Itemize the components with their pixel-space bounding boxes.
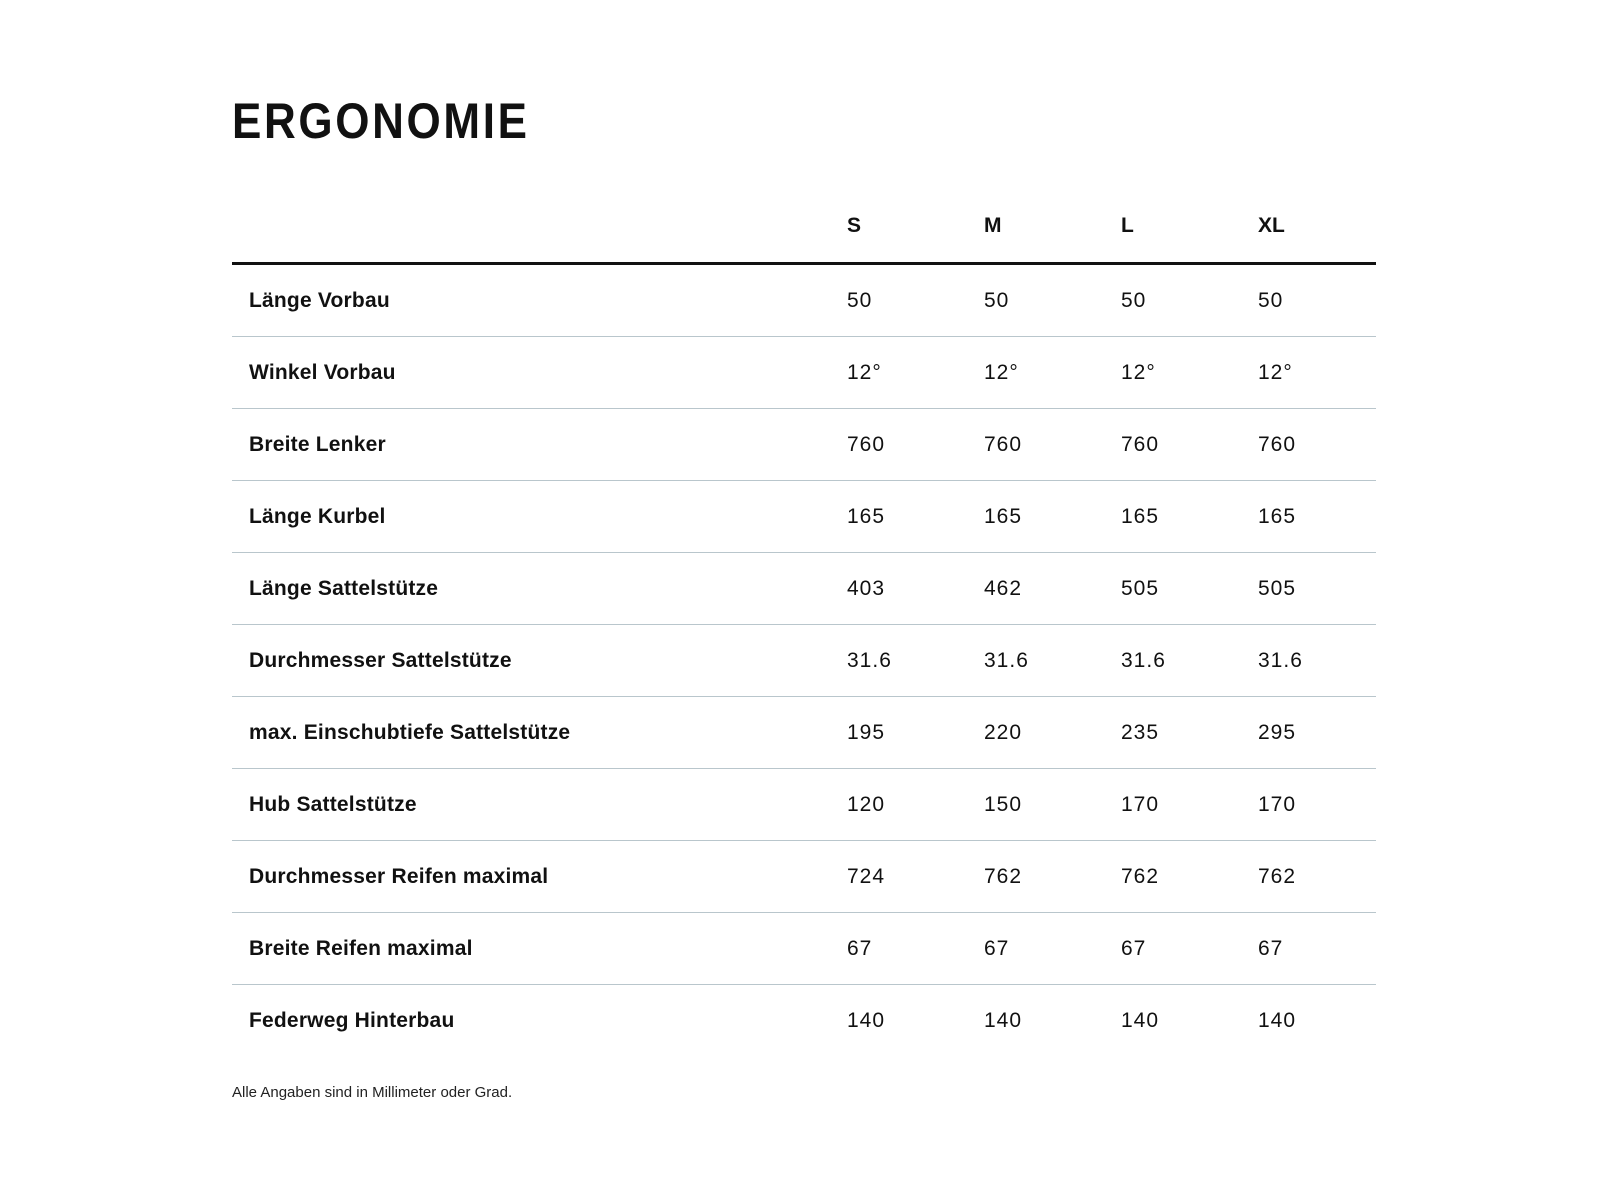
cell-value: 67 — [1258, 913, 1376, 985]
cell-value: 505 — [1258, 553, 1376, 625]
cell-value: 762 — [1258, 841, 1376, 913]
row-label: Winkel Vorbau — [232, 337, 847, 409]
cell-value: 760 — [1258, 409, 1376, 481]
table-row — [232, 264, 1376, 337]
cell-value: 50 — [847, 264, 984, 337]
cell-value: 12° — [1258, 337, 1376, 409]
cell-value: 760 — [984, 409, 1121, 481]
table-row — [232, 481, 1376, 553]
cell-value: 12° — [984, 337, 1121, 409]
cell-value: 170 — [1258, 769, 1376, 841]
column-header-m: M — [984, 190, 1121, 264]
row-label: max. Einschubtiefe Sattelstütze — [232, 697, 847, 769]
cell-value: 140 — [847, 1008, 886, 1032]
column-header-s: S — [847, 190, 984, 264]
table-row — [232, 913, 1376, 985]
table-row — [232, 697, 1376, 769]
row-label: Durchmesser Reifen maximal — [232, 841, 847, 913]
table-row — [232, 553, 1376, 625]
cell-value: 140 — [984, 1008, 1023, 1032]
row-label: Hub Sattelstütze — [232, 769, 847, 841]
cell-value: 762 — [1121, 841, 1258, 913]
row-label: Länge Vorbau — [232, 264, 847, 337]
cell-value: 31.6 — [847, 625, 984, 697]
cell-value: 31.6 — [1258, 625, 1376, 697]
row-label: Federweg Hinterbau — [249, 1008, 455, 1032]
cell-value: 67 — [847, 913, 984, 985]
page-title: ERGONOMIE — [232, 93, 530, 149]
cell-value: 150 — [984, 769, 1121, 841]
table-row — [232, 409, 1376, 481]
cell-value: 12° — [1121, 337, 1258, 409]
table-row — [232, 625, 1376, 697]
table-body — [232, 264, 1376, 1057]
cell-value: 235 — [1121, 697, 1258, 769]
cell-value: 31.6 — [1121, 625, 1258, 697]
cell-value: 505 — [1121, 553, 1258, 625]
cell-value: 165 — [984, 481, 1121, 553]
cell-value: 762 — [984, 841, 1121, 913]
cell-value: 220 — [984, 697, 1121, 769]
cell-value: 50 — [1258, 264, 1376, 337]
cell-value: 12° — [847, 337, 984, 409]
cell-value: 170 — [1121, 769, 1258, 841]
row-label: Breite Lenker — [232, 409, 847, 481]
cell-value: 50 — [1121, 264, 1258, 337]
column-header-xl: XL — [1258, 190, 1376, 264]
cell-value: 165 — [847, 481, 984, 553]
header-label-cell — [232, 190, 847, 264]
row-label: Breite Reifen maximal — [232, 913, 847, 985]
table-header — [232, 190, 1376, 264]
header-row — [232, 190, 1376, 264]
cell-value: 120 — [847, 769, 984, 841]
cell-value: 140 — [1121, 1008, 1160, 1032]
table-row — [232, 841, 1376, 913]
column-header-l: L — [1121, 190, 1258, 264]
cell-value: 165 — [1258, 481, 1376, 553]
cell-value: 403 — [847, 553, 984, 625]
footnote: Alle Angaben sind in Millimeter oder Grad. — [232, 1084, 513, 1101]
cell-value: 50 — [984, 264, 1121, 337]
table-row — [232, 769, 1376, 841]
cell-value: 140 — [1258, 1008, 1297, 1032]
cell-value: 462 — [984, 553, 1121, 625]
cell-value: 67 — [1121, 913, 1258, 985]
cell-value: 760 — [1121, 409, 1258, 481]
cell-value: 760 — [847, 409, 984, 481]
cell-value: 295 — [1258, 697, 1376, 769]
row-label: Länge Sattelstütze — [232, 553, 847, 625]
table-row — [232, 337, 1376, 409]
row-label: Durchmesser Sattelstütze — [232, 625, 847, 697]
row-label: Länge Kurbel — [232, 481, 847, 553]
cell-value: 165 — [1121, 481, 1258, 553]
cell-value: 195 — [847, 697, 984, 769]
ergonomics-table — [232, 190, 1376, 1056]
cell-value: 67 — [984, 913, 1121, 985]
cell-value: 724 — [847, 841, 984, 913]
cell-value: 31.6 — [984, 625, 1121, 697]
table-row — [232, 985, 1376, 1057]
